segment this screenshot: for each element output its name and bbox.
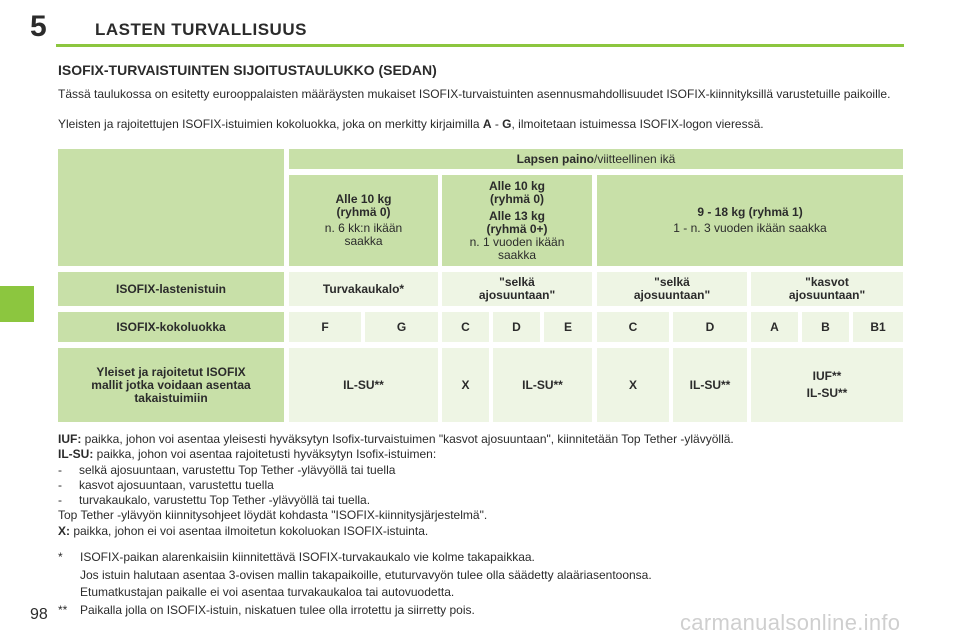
intro-p2-after: , ilmoitetaan istuimessa ISOFIX-logon vieressä. bbox=[511, 117, 764, 131]
size-class-cell: F bbox=[289, 312, 361, 342]
bullet-dash: - bbox=[58, 493, 62, 508]
row-label-allowed-models: Yleiset ja rajoitetut ISOFIX mallit jotka voidaan asentaa takaistuimiin bbox=[58, 348, 284, 422]
allowed-cell-1: IL-SU** bbox=[289, 348, 438, 422]
group-1-title: 9 - 18 kg (ryhmä 1) bbox=[697, 205, 803, 219]
note-x bbox=[58, 524, 918, 539]
note-iuf-text: paikka, johon voi asentaa yleisesti hyväksytyn Isofix-turvaistuimen "kasvot ajosuuntaan", kiinnitetään Top Tether -ylävyöllä. bbox=[81, 432, 734, 446]
note-iuf-label: IUF: bbox=[58, 432, 82, 446]
size-class-cell: C bbox=[597, 312, 669, 342]
group-header-0 bbox=[289, 175, 438, 266]
seat-type-cell-4: "kasvot ajosuuntaan" bbox=[751, 272, 903, 306]
group-header-1 bbox=[597, 175, 903, 266]
legend-notes bbox=[58, 432, 918, 539]
size-class-cell: E bbox=[544, 312, 592, 342]
size-class-cell: G bbox=[365, 312, 438, 342]
group-header-0plus bbox=[442, 175, 592, 266]
group-0-title: Alle 10 kg (ryhmä 0) bbox=[335, 192, 392, 219]
footnotes bbox=[58, 549, 918, 619]
row-label-size-class: ISOFIX-kokoluokka bbox=[58, 312, 284, 342]
size-class-cell: A bbox=[751, 312, 798, 342]
footnote-star-line: ISOFIX-paikan alarenkaisiin kiinnitettävä ISOFIX-turvakaukalo vie kolme takapaikkaa. bbox=[80, 550, 535, 564]
size-class-cell: B1 bbox=[853, 312, 903, 342]
bullet-text: selkä ajosuuntaan, varustettu Top Tether -ylävyöllä tai tuella bbox=[79, 462, 396, 477]
seat-type-cell-2: "selkä ajosuuntaan" bbox=[442, 272, 592, 306]
bullet-text: turvakaukalo, varustettu Top Tether -ylävyöllä tai tuella. bbox=[79, 493, 371, 508]
group-0plus-title-a: Alle 10 kg (ryhmä 0) bbox=[488, 178, 546, 206]
table-corner bbox=[58, 149, 284, 266]
weight-header-rest: /viitteellinen ikä bbox=[593, 151, 676, 166]
intro-p2-letter-a: A bbox=[482, 117, 492, 131]
note-ilsu-text: paikka, johon voi asentaa rajoitetusti hyväksytyn Isofix-istuimen: bbox=[93, 447, 437, 462]
footnote-star-line: Etumatkustajan paikalle ei voi asentaa turvakaukaloa tai autovuodetta. bbox=[80, 585, 455, 599]
size-class-cell: D bbox=[673, 312, 747, 342]
weight-header-bold: Lapsen paino bbox=[516, 151, 594, 166]
note-ilsu bbox=[58, 447, 918, 462]
header-divider bbox=[56, 44, 904, 47]
seat-type-cell-3: "selkä ajosuuntaan" bbox=[597, 272, 747, 306]
footnote-double-star-line: Paikalla jolla on ISOFIX-istuin, niskatuen tulee olla irrotettu ja siirretty pois. bbox=[80, 602, 475, 617]
intro-paragraph-2 bbox=[58, 118, 904, 131]
chapter-side-tab bbox=[0, 286, 34, 322]
size-class-cell: B bbox=[802, 312, 849, 342]
allowed-cell-3: IL-SU** bbox=[493, 348, 592, 422]
intro-p2-before: Yleisten ja rajoitettujen ISOFIX-istuimien kokoluokka, joka on merkitty kirjaimilla bbox=[58, 117, 483, 131]
group-0-subtitle: n. 6 kk:n ikään saakka bbox=[324, 221, 403, 248]
page-number: 98 bbox=[30, 606, 48, 623]
site-watermark: carmanualsonline.info bbox=[680, 610, 901, 635]
allowed-cell-5: IL-SU** bbox=[673, 348, 747, 422]
note-bullet bbox=[58, 478, 918, 493]
chapter-title: LASTEN TURVALLISUUS bbox=[95, 20, 307, 39]
row-label-seat-type: ISOFIX-lastenistuin bbox=[58, 272, 284, 306]
group-0plus-subtitle: n. 1 vuoden ikään saakka bbox=[469, 234, 565, 262]
footnote-star bbox=[58, 549, 918, 602]
note-top-tether: Top Tether -ylävyön kiinnitysohjeet löydät kohdasta "ISOFIX-kiinnitysjärjestelmä". bbox=[58, 508, 488, 523]
note-bullet bbox=[58, 493, 918, 508]
section-title: ISOFIX-TURVAISTUINTEN SIJOITUSTAULUKKO (SEDAN) bbox=[58, 62, 437, 78]
intro-p2-letter-g: G bbox=[502, 117, 512, 131]
note-x-text: paikka, johon ei voi asentaa ilmoitetun kokoluokan ISOFIX-istuinta. bbox=[70, 523, 429, 538]
note-x-label: X: bbox=[58, 523, 70, 538]
footnote-star-mark: * bbox=[58, 550, 63, 564]
note-bullet bbox=[58, 463, 918, 478]
group-1-subtitle: 1 - n. 3 vuoden ikään saakka bbox=[673, 221, 827, 235]
group-0plus-title-b: Alle 13 kg (ryhmä 0+) bbox=[486, 208, 548, 236]
allowed-cell-2: X bbox=[442, 348, 489, 422]
bullet-dash: - bbox=[58, 477, 62, 492]
size-class-cell: D bbox=[493, 312, 540, 342]
seat-type-cell-1: Turvakaukalo* bbox=[289, 272, 438, 306]
weight-header bbox=[289, 149, 903, 169]
intro-p2-dash: - bbox=[491, 117, 503, 131]
intro-paragraph-1: Tässä taulukossa on esitetty eurooppalaisten määräysten mukaiset ISOFIX-turvaistuinten asennusmahdollisuudet ISOFIX-kiinnityksillä varustetuille paikoille. bbox=[58, 87, 891, 101]
size-class-cell: C bbox=[442, 312, 489, 342]
bullet-dash: - bbox=[58, 462, 62, 477]
note-iuf bbox=[58, 432, 918, 447]
note-ilsu-label: IL-SU: bbox=[58, 447, 94, 462]
footnote-double-star-mark: ** bbox=[58, 602, 68, 617]
allowed-cell-6: IUF** IL-SU** bbox=[751, 348, 903, 422]
allowed-cell-4: X bbox=[597, 348, 669, 422]
footnote-star-line: Jos istuin halutaan asentaa 3-ovisen mallin takapaikoille, etuturvavyön tulee olla säädetty alaäriasentoonsa. bbox=[80, 567, 652, 582]
chapter-number: 5 bbox=[30, 10, 47, 43]
bullet-text: kasvot ajosuuntaan, varustettu tuella bbox=[79, 477, 274, 492]
